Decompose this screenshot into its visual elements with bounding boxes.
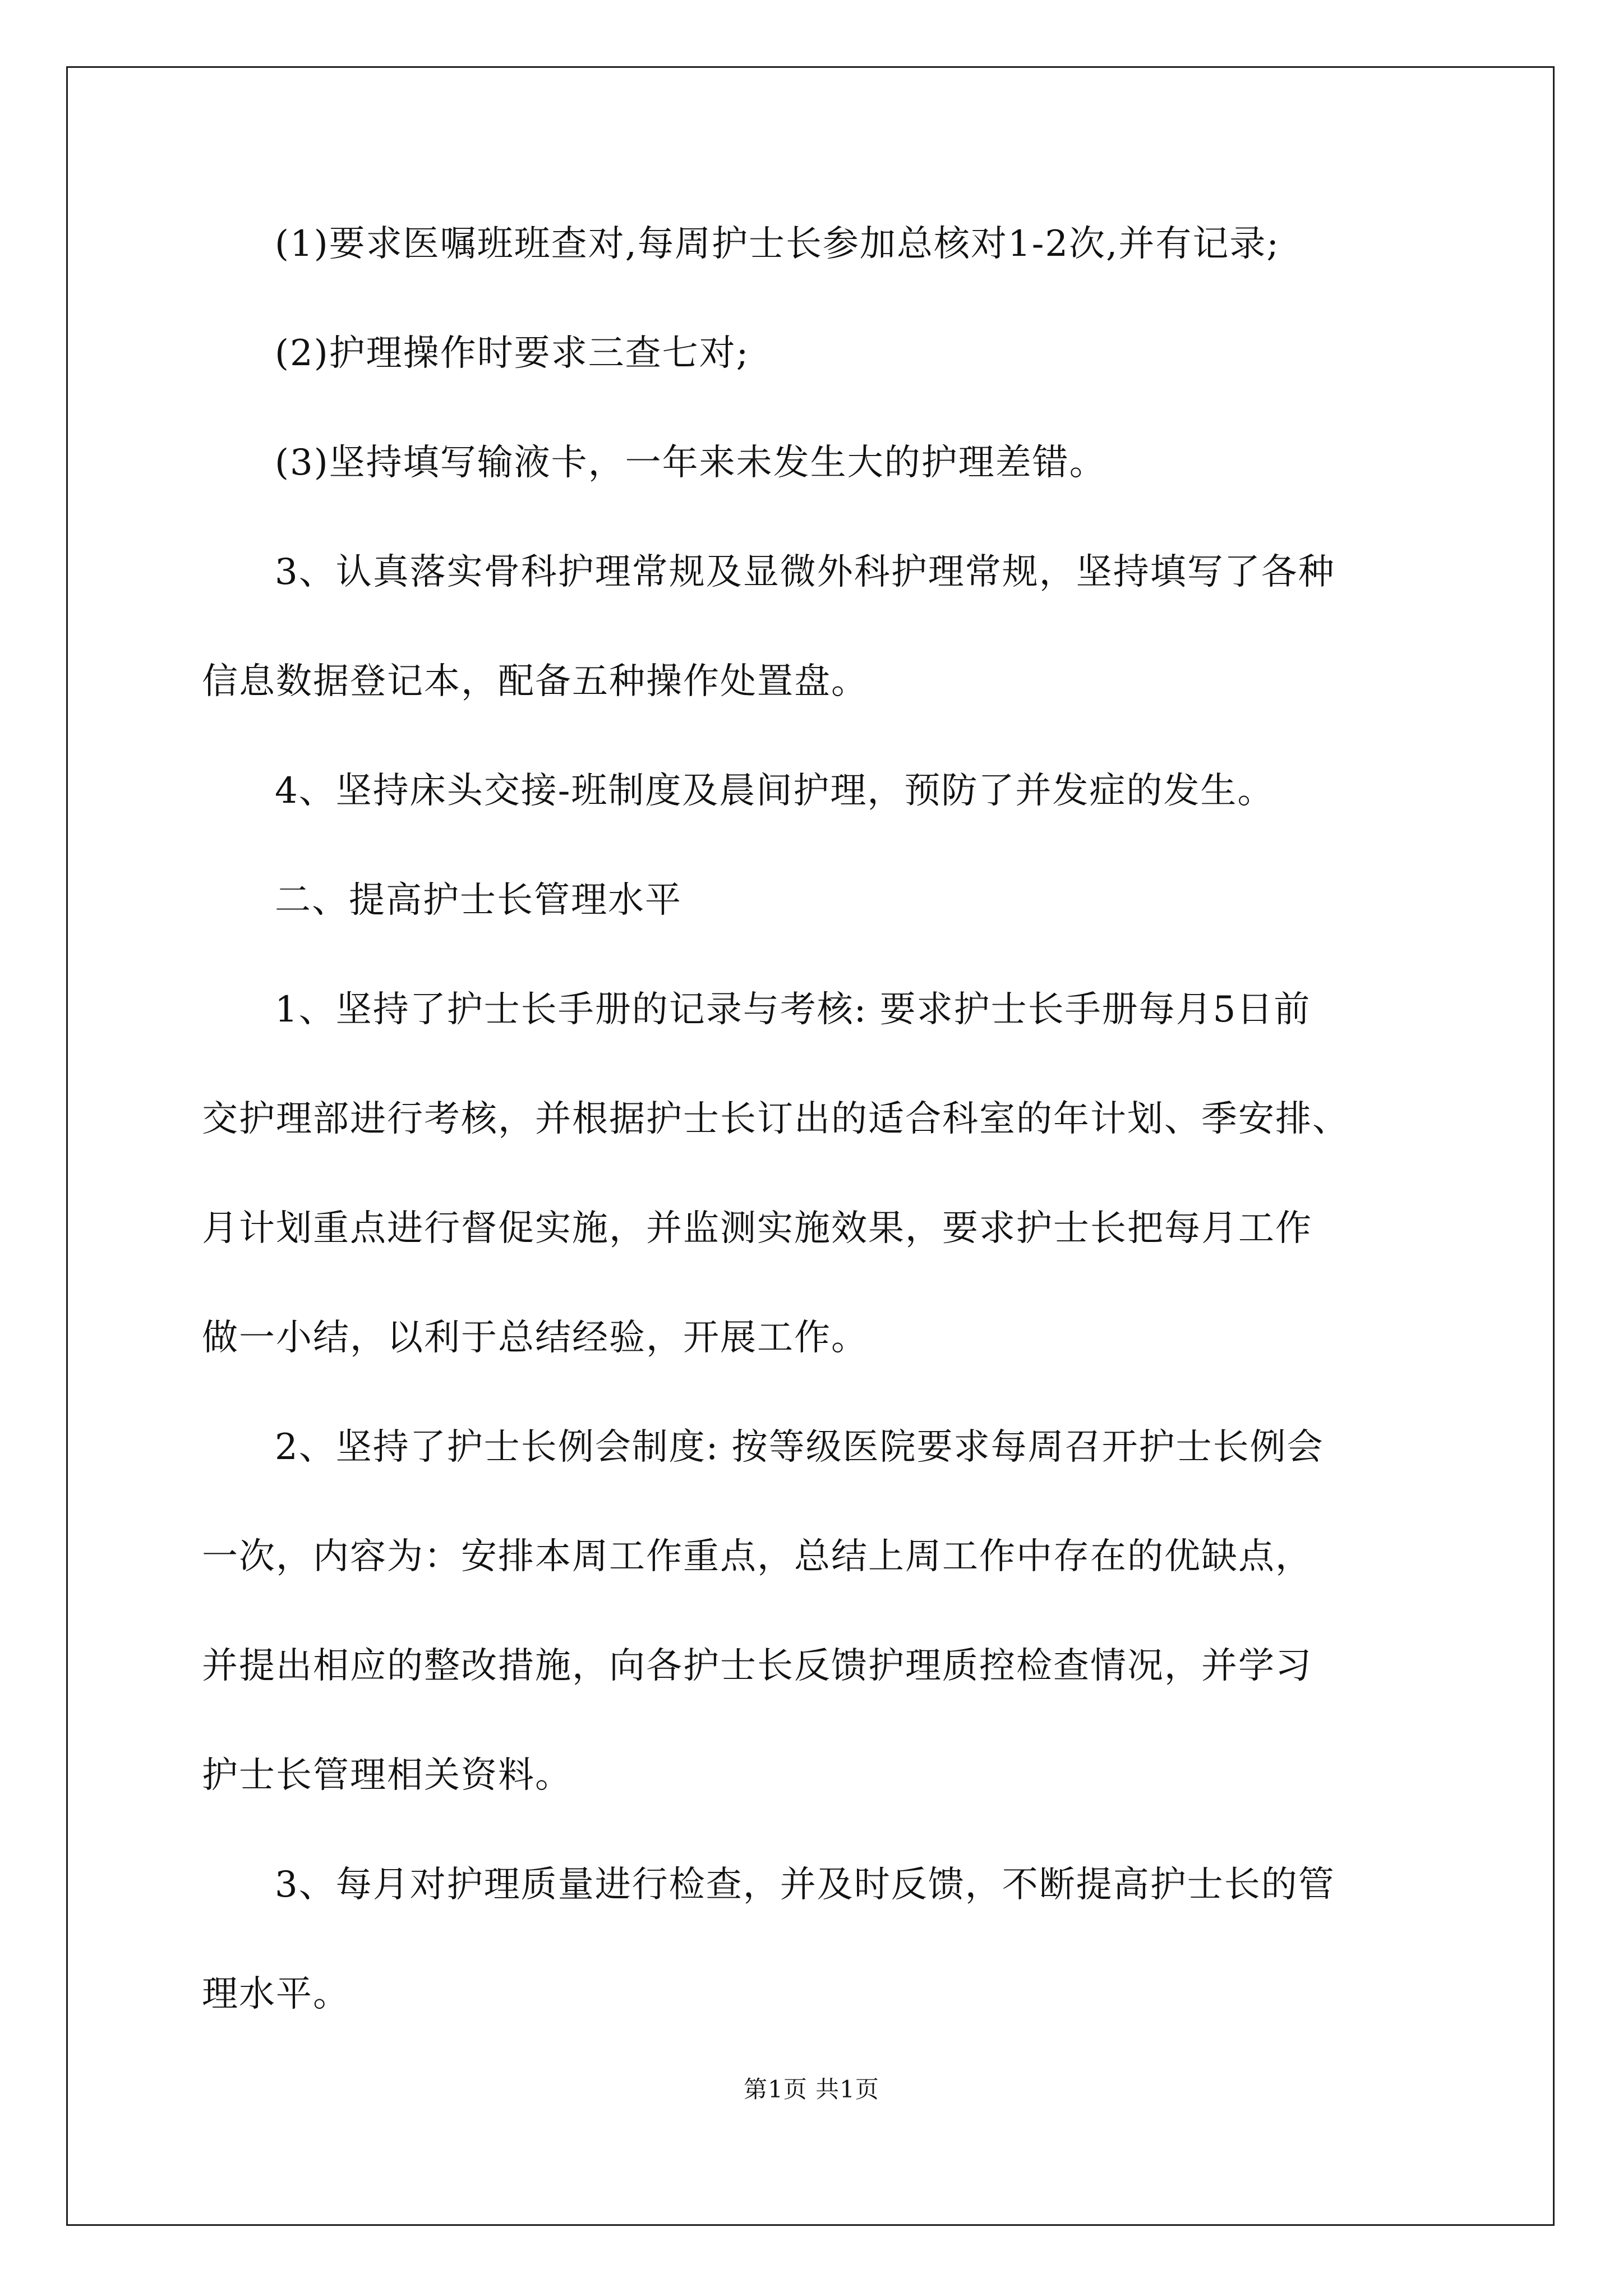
paragraph-line-10: 月计划重点进行督促实施，并监测实施效果，要求护士长把每月工作 — [202, 1208, 1312, 1249]
paragraph-line-11: 做一小结，以利于总结经验，开展工作。 — [202, 1317, 868, 1359]
paragraph-line-1: (1)要求医嘱班班查对,每周护士长参加总核对1-2次,并有记录; — [275, 223, 1280, 265]
paragraph-line-14: 并提出相应的整改措施，向各护士长反馈护理质控检查情况，并学习 — [202, 1645, 1312, 1687]
paragraph-line-3: (3)坚持填写输液卡，一年来未发生大的护理差错。 — [275, 442, 1106, 484]
page-footer: 第1页 共1页 — [744, 2076, 879, 2103]
paragraph-line-12: 2、坚持了护士长例会制度: 按等级医院要求每周召开护士长例会 — [275, 1427, 1324, 1468]
paragraph-line-2: (2)护理操作时要求三查七对; — [275, 333, 750, 374]
paragraph-line-5: 信息数据登记本，配备五种操作处置盘。 — [202, 661, 868, 702]
paragraph-line-17: 理水平。 — [202, 1973, 350, 2015]
paragraph-line-15: 护士长管理相关资料。 — [202, 1755, 572, 1796]
section-heading: 二、提高护士长管理水平 — [275, 880, 682, 921]
paragraph-line-9: 交护理部进行考核，并根据护士长订出的适合科室的年计划、季安排、 — [202, 1098, 1349, 1140]
paragraph-line-4: 3、认真落实骨科护理常规及显微外科护理常规，坚持填写了各种 — [275, 551, 1335, 593]
paragraph-line-13: 一次，内容为：安排本周工作重点，总结上周工作中存在的优缺点， — [202, 1536, 1312, 1577]
paragraph-line-8: 1、坚持了护士长手册的记录与考核: 要求护士长手册每月5日前 — [275, 989, 1311, 1030]
paragraph-line-16: 3、每月对护理质量进行检查，并及时反馈，不断提高护士长的管 — [275, 1864, 1335, 1906]
paragraph-line-6: 4、坚持床头交接-班制度及晨间护理，预防了并发症的发生。 — [275, 770, 1275, 812]
